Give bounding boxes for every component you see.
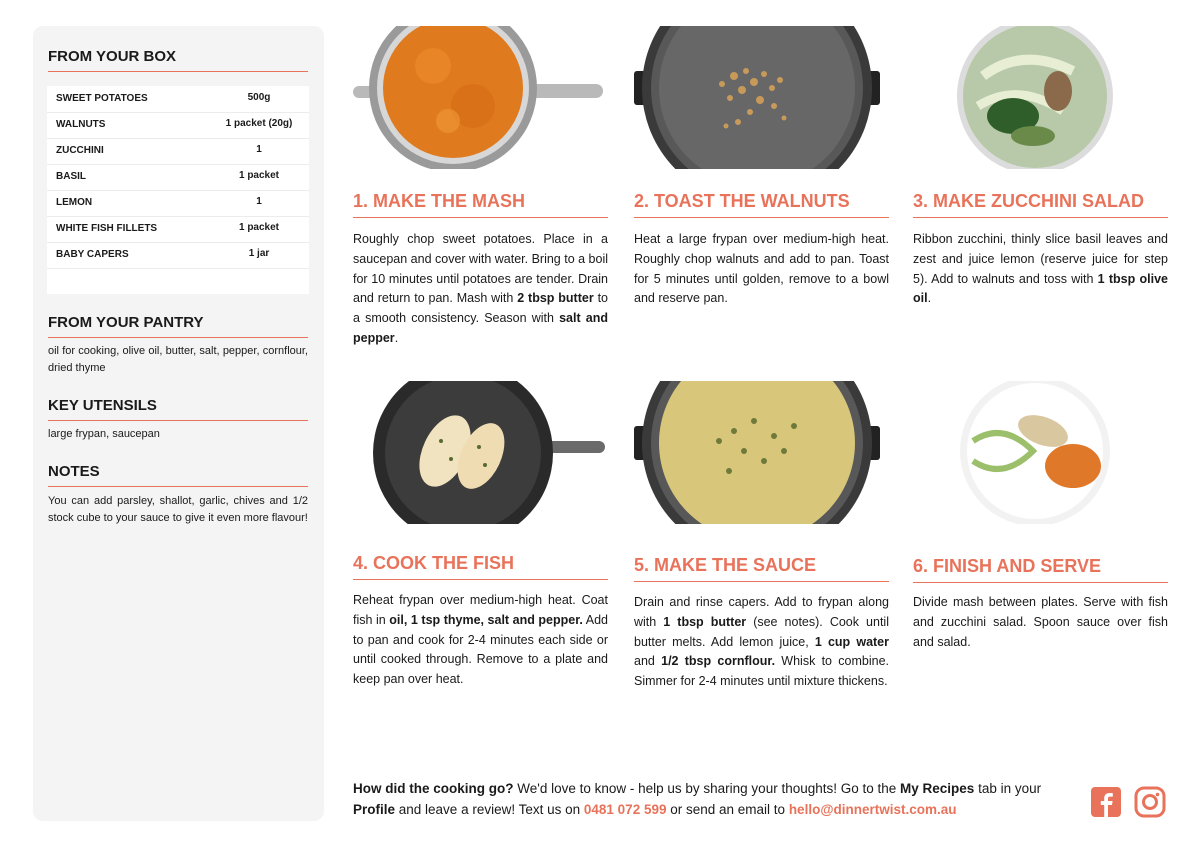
facebook-icon[interactable]: [1090, 786, 1122, 818]
step-1-title: 1. MAKE THE MASH: [353, 191, 608, 218]
step-6-title: 6. FINISH AND SERVE: [913, 556, 1168, 583]
step-2-title: 2. TOAST THE WALNUTS: [634, 191, 889, 218]
table-row: BASIL 1 packet: [47, 164, 309, 191]
utensils-text: large frypan, saucepan: [48, 428, 160, 440]
table-row: SWEET POTATOES 500g: [47, 86, 309, 113]
step-4-photo: [353, 381, 608, 524]
step-3-title: 3. MAKE ZUCCHINI SALAD: [913, 191, 1168, 218]
step-2-body: Heat a large frypan over medium-high heat. Roughly chop walnuts and add to pan. Toast for 5 minutes until golden, remove to a bowl and reserve pan.: [634, 232, 889, 306]
from-box-title: FROM YOUR BOX: [48, 48, 308, 72]
pantry-title: FROM YOUR PANTRY: [48, 314, 308, 338]
step-5-photo: [634, 381, 889, 524]
step-2-photo: [634, 26, 889, 169]
step-1-body: Roughly chop sweet potatoes. Place in a saucepan and cover with water. Bring to a boil for 10 minutes until potatoes are tender. Drain and return to pan. Mash with 2 tbsp butter to a smooth consistency. Season with salt and pepper.: [353, 232, 609, 345]
step-4-body: Reheat frypan over medium-high heat. Coat fish in oil, 1 tsp thyme, salt and pepper. Add to pan and cook for 2-4 minutes each side or until cooked through. Remove to a plate and keep pan over heat.: [353, 593, 608, 687]
notes-text: You can add parsley, shallot, garlic, chives and 1/2 stock cube to your sauce to give it even more flavour!: [48, 495, 308, 524]
notes-title: NOTES: [48, 463, 308, 487]
ingredients-table: [47, 86, 309, 294]
sidebar: [33, 26, 324, 821]
table-row: LEMON 1: [47, 190, 309, 217]
step-3-body: Ribbon zucchini, thinly slice basil leaves and zest and juice lemon (reserve juice for step 5). Add to walnuts and toss with 1 tbsp olive oil.: [913, 232, 1168, 306]
table-row: ZUCCHINI 1: [47, 138, 309, 165]
step-1-photo: [353, 26, 608, 169]
step-3-photo: [913, 26, 1168, 169]
email-link[interactable]: hello@dinnertwist.com.au: [788, 802, 957, 817]
table-row: BABY CAPERS 1 jar: [47, 242, 309, 269]
step-6-photo: [913, 381, 1168, 524]
step-5-title: 5. MAKE THE SAUCE: [634, 555, 889, 582]
table-row: WALNUTS 1 packet (20g): [47, 112, 309, 139]
pantry-text: oil for cooking, olive oil, butter, salt, pepper, cornflour, dried thyme: [48, 345, 308, 374]
footer-review-message: How did the cooking go? We'd love to know - help us by sharing your thoughts! Go to the My Recipes tab in your Profile and leave a review! Text us on 0481 072 599 or send an email to hello@dinnertwist.com.au: [353, 781, 1042, 817]
step-4-title: 4. COOK THE FISH: [353, 553, 608, 580]
phone-link[interactable]: 0481 072 599: [583, 802, 667, 817]
instagram-icon[interactable]: [1134, 786, 1166, 818]
utensils-title: KEY UTENSILS: [48, 397, 308, 421]
step-5-body: Drain and rinse capers. Add to frypan along with 1 tbsp butter (see notes). Cook until butter melts. Add lemon juice, 1 cup water and 1/2 tbsp cornflour. Whisk to combine. Simmer for 2-4 minutes until mixture thickens.: [634, 595, 889, 689]
table-row: WHITE FISH FILLETS 1 packet: [47, 216, 309, 243]
step-6-body: Divide mash between plates. Serve with fish and zucchini salad. Spoon sauce over fish and salad.: [913, 595, 1168, 649]
